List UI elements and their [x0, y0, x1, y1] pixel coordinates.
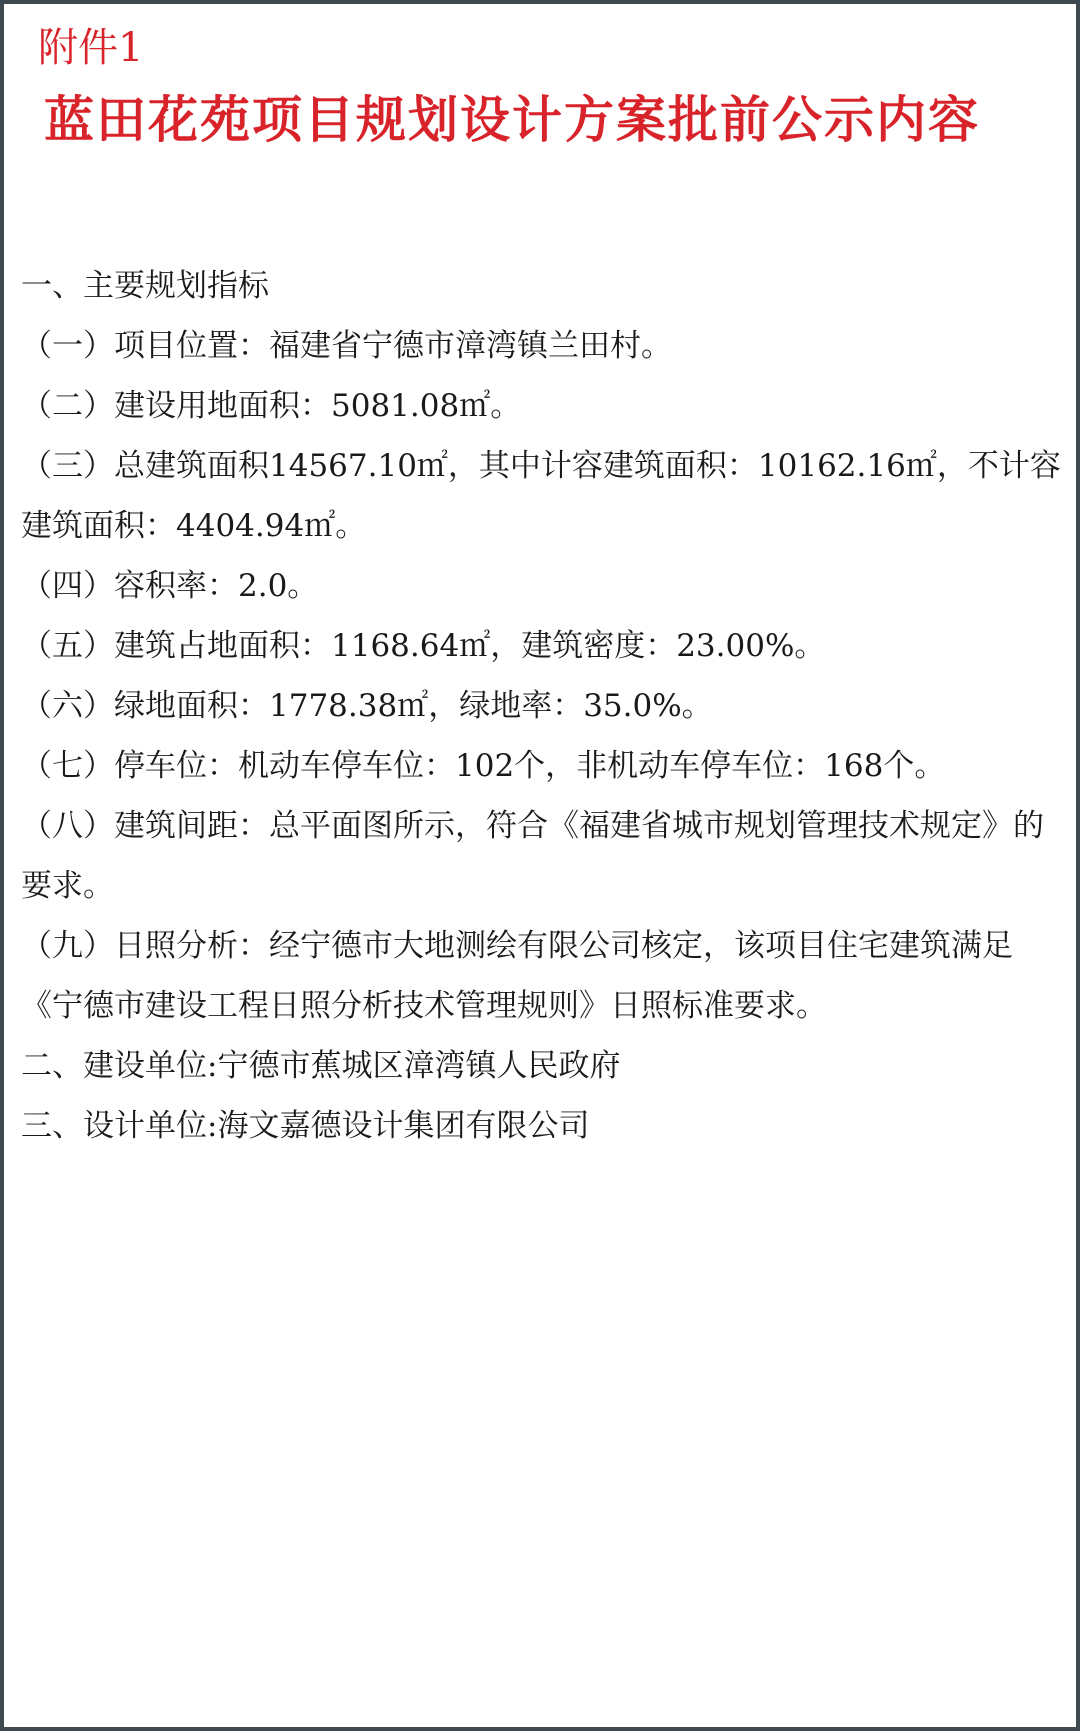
section-heading-planning-indicators: 一、主要规划指标 — [21, 268, 269, 304]
item-building-spacing: （八）建筑间距：总平面图所示，符合《福建省城市规划管理技术规定》的要求。 — [21, 808, 1044, 904]
item-green-area: （六）绿地面积：1778.38㎡，绿地率：35.0%。 — [21, 688, 713, 724]
item-parking: （七）停车位：机动车停车位：102个，非机动车停车位：168个。 — [21, 748, 946, 784]
item-total-floor-area: （三）总建筑面积14567.10㎡，其中计容建筑面积：10162.16㎡，不计容建筑面积：4404.94㎡。 — [21, 448, 1061, 544]
item-sunlight-analysis: （九）日照分析：经宁德市大地测绘有限公司核定，该项目住宅建筑满足《宁德市建设工程日照分析技术管理规则》日照标准要求。 — [21, 928, 1013, 1024]
section-construction-unit: 二、建设单位:宁德市蕉城区漳湾镇人民政府 — [21, 1048, 621, 1084]
item-plot-ratio: （四）容积率：2.0。 — [21, 568, 319, 604]
item-building-footprint: （五）建筑占地面积：1168.64㎡，建筑密度：23.00%。 — [21, 628, 826, 664]
document-body — [21, 256, 1071, 1156]
section-design-unit: 三、设计单位:海文嘉德设计集团有限公司 — [21, 1108, 590, 1144]
item-project-location: （一）项目位置：福建省宁德市漳湾镇兰田村。 — [21, 328, 672, 364]
document-title: 蓝田花苑项目规划设计方案批前公示内容 — [44, 90, 980, 149]
item-land-area: （二）建设用地面积：5081.08㎡。 — [21, 388, 522, 424]
attachment-label: 附件1 — [38, 25, 144, 71]
